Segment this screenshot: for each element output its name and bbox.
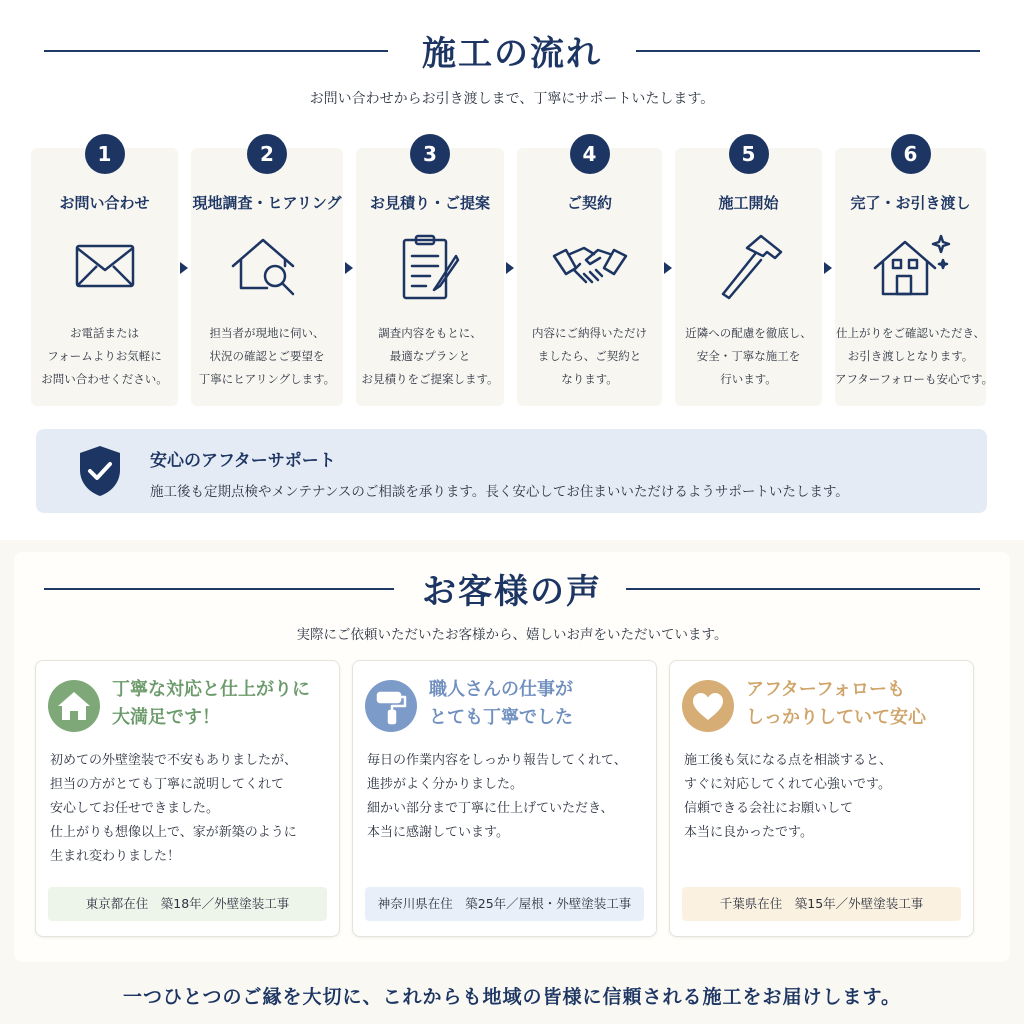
step-number: 4 bbox=[570, 134, 610, 174]
house-icon bbox=[48, 680, 100, 732]
voice-text: 初めての外壁塗装で不安もありましたが、 担当の方がとても丁寧に説明してくれて 安心してお任せできました。 仕上がりも想像以上で、家が新築のように 生まれ変わりました！ bbox=[50, 753, 298, 864]
step-arrow-icon bbox=[506, 262, 514, 274]
voice-customer-info: 東京都在住 築18年／外壁塗装工事 bbox=[48, 887, 327, 921]
clipboard-pen-icon bbox=[390, 232, 470, 304]
step-card-3 bbox=[356, 142, 504, 406]
voice-card-3 bbox=[669, 660, 974, 937]
voice-text: 施工後も気になる点を相談すると、 すぐに対応してくれて心強いです。 信頼できる会社にお願いして 本当に良かったです。 bbox=[684, 753, 893, 840]
step-title: お見積り・ご提案 bbox=[369, 194, 490, 212]
support-title: 安心のアフターサポート bbox=[150, 451, 336, 471]
voice-customer-info: 千葉県在住 築15年／外壁塗装工事 bbox=[682, 887, 961, 921]
step-number: 6 bbox=[891, 134, 931, 174]
step-card-4 bbox=[517, 142, 662, 406]
house-magnifier-icon bbox=[227, 232, 307, 304]
step-number: 2 bbox=[247, 134, 287, 174]
voice-title: アフターフォローも しっかりしていて安心 bbox=[746, 679, 926, 728]
step-description: 調査内容をもとに、 最適なプランと お見積りをご提案します。 bbox=[361, 326, 499, 386]
voice-title: 職人さんの仕事が とても丁寧でした bbox=[429, 679, 573, 728]
after-support-banner bbox=[36, 429, 987, 513]
step-description: お電話または フォームよりお気軽に お問い合わせください。 bbox=[41, 326, 168, 386]
step-arrow-icon bbox=[180, 262, 188, 274]
step-arrow-icon bbox=[664, 262, 672, 274]
flow-subtitle: お問い合わせからお引き渡しまで、丁寧にサポートいたします。 bbox=[309, 91, 715, 107]
step-description: 近隣への配慮を徹底し、 安全・丁寧な施工を 行います。 bbox=[685, 326, 812, 386]
voice-customer-info: 神奈川県在住 築25年／屋根・外壁塗装工事 bbox=[365, 887, 644, 921]
voice-text: 毎日の作業内容をしっかり報告してくれて、 進捗がよく分かりました。 細かい部分まで丁寧に仕上げていただき、 本当に感謝しています。 bbox=[367, 753, 627, 840]
closing-message: 一つひとつのご縁を大切に、これからも地域の皆様に信頼される施工をお届けします。 bbox=[122, 986, 902, 1008]
shield-check-icon bbox=[76, 444, 124, 498]
support-text: 施工後も定期点検やメンテナンスのご相談を承ります。長く安心してお住まいいただけるようサポートいたします。 bbox=[150, 484, 849, 500]
step-card-2 bbox=[191, 142, 343, 406]
flow-title: 施工の流れ bbox=[422, 34, 602, 74]
step-number: 1 bbox=[85, 134, 125, 174]
step-description: 内容にご納得いただけ ましたら、ご契約と なります。 bbox=[532, 326, 647, 386]
sparkling-house-icon bbox=[871, 232, 951, 304]
voices-header bbox=[0, 564, 1024, 614]
handshake-icon bbox=[550, 232, 630, 304]
step-arrow-icon bbox=[345, 262, 353, 274]
envelope-icon bbox=[65, 232, 145, 304]
flow-header bbox=[0, 26, 1024, 76]
voices-subtitle: 実際にご依頼いただいたお客様から、嬉しいお声をいただいています。 bbox=[296, 627, 728, 643]
step-title: 施工開始 bbox=[718, 194, 779, 212]
step-arrow-icon bbox=[824, 262, 832, 274]
step-description: 仕上がりをご確認いただき、 お引き渡しとなります。 アフターフォローも安心です。 bbox=[835, 326, 994, 386]
voice-card-1 bbox=[35, 660, 340, 937]
step-card-6 bbox=[835, 142, 994, 406]
step-card-1 bbox=[31, 142, 178, 406]
heart-icon bbox=[682, 680, 734, 732]
step-title: 現地調査・ヒアリング bbox=[192, 194, 342, 212]
step-number: 5 bbox=[729, 134, 769, 174]
step-number: 3 bbox=[410, 134, 450, 174]
voices-title: お客様の声 bbox=[422, 572, 602, 612]
voice-title: 丁寧な対応と仕上がりに 大満足です！ bbox=[112, 679, 310, 728]
step-title: ご契約 bbox=[566, 194, 612, 212]
step-title: 完了・お引き渡し bbox=[850, 194, 971, 212]
voice-card-2 bbox=[352, 660, 657, 937]
step-description: 担当者が現地に伺い、 状況の確認とご要望を 丁寧にヒアリングします。 bbox=[198, 326, 336, 386]
hammer-icon bbox=[709, 232, 789, 304]
paint-roller-icon bbox=[365, 680, 417, 732]
step-title: お問い合わせ bbox=[59, 194, 150, 212]
step-card-5 bbox=[675, 142, 822, 406]
